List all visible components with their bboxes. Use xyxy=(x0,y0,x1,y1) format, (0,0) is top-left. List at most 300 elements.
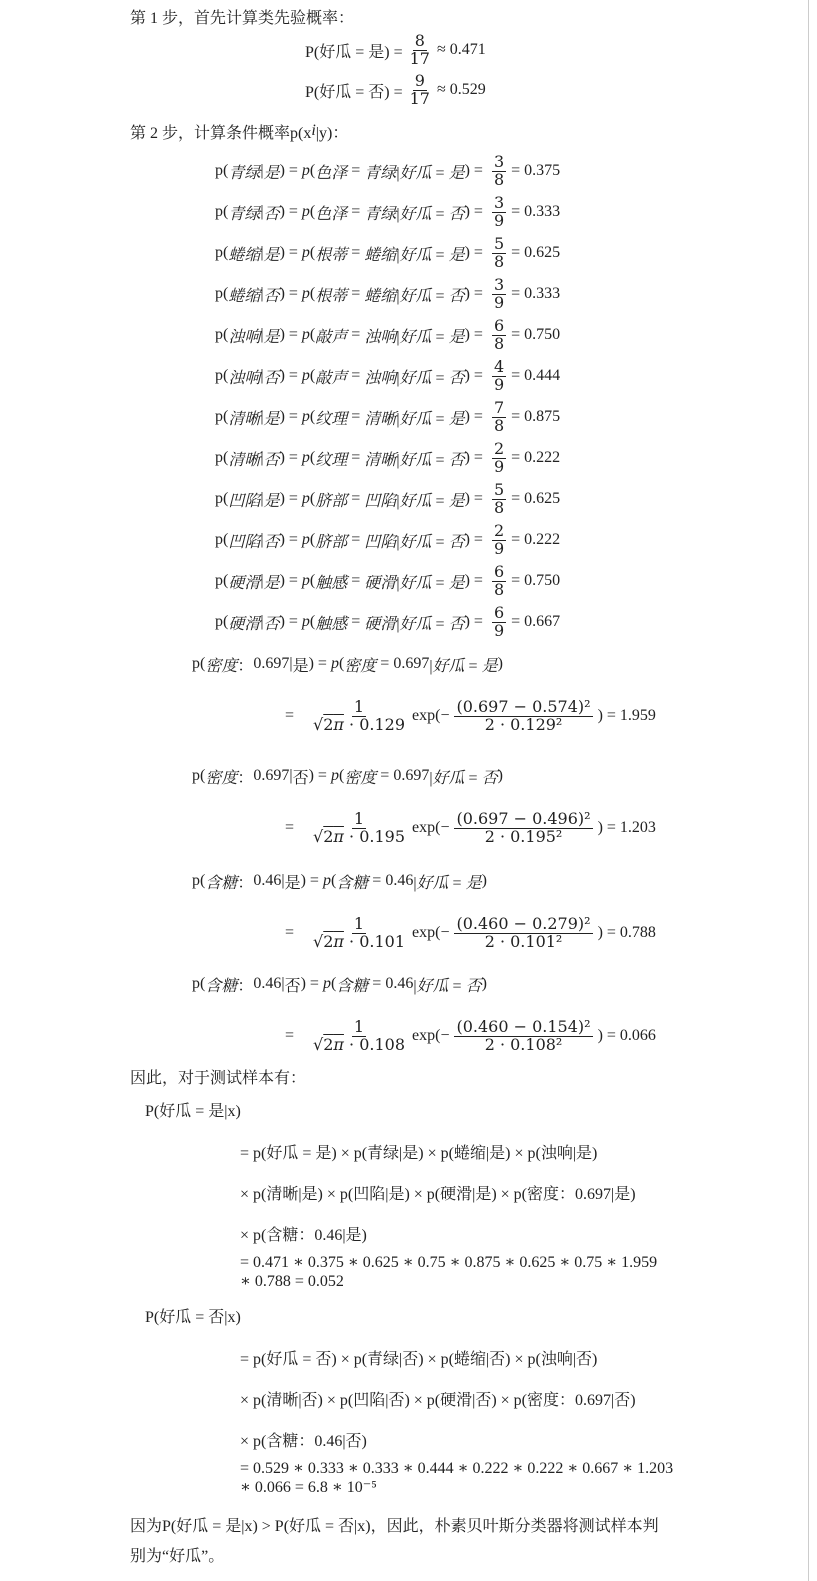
math-symbol: = xyxy=(347,285,365,302)
text: 凹陷 xyxy=(228,492,261,510)
math-symbol: ) = p( xyxy=(279,326,316,343)
conditional-probability-row xyxy=(215,315,560,355)
text: 0.46 xyxy=(253,975,282,992)
conditional-probability-row xyxy=(215,192,560,232)
text: × p(含糖：0.46|是) xyxy=(240,1226,367,1244)
gaussian-definition xyxy=(192,756,503,796)
gaussian-computation xyxy=(285,913,656,953)
text: 否 xyxy=(448,615,465,633)
text: 蜷缩 xyxy=(228,246,261,264)
conditional-probability-row xyxy=(215,520,560,560)
text: 浊响 xyxy=(228,369,261,387)
text: P(好瓜 = 是) = xyxy=(305,43,403,61)
text: 是 xyxy=(448,574,465,592)
math-symbol: |好瓜 = xyxy=(413,874,466,892)
math-symbol: ) = xyxy=(597,819,620,836)
math-symbol: ) xyxy=(481,975,487,992)
math-symbol: = xyxy=(347,244,365,261)
text: 是 xyxy=(263,574,280,592)
numerator: 5 xyxy=(493,233,505,253)
text: 0.625 xyxy=(524,490,561,507)
std-dev: 0.108 xyxy=(359,1034,406,1054)
text: 0.066 xyxy=(619,1027,656,1044)
denominator: 2 · 0.108² xyxy=(484,1034,563,1054)
prior-equation xyxy=(305,30,486,70)
text: 青绿 xyxy=(364,164,397,182)
std-dev: 0.129 xyxy=(359,714,406,734)
math-symbol: ) = p( xyxy=(279,367,316,384)
math-symbol: | xyxy=(260,408,264,425)
math-symbol: = xyxy=(347,408,365,425)
fraction xyxy=(492,438,506,476)
math-symbol: |好瓜 = xyxy=(396,533,449,551)
final-statement xyxy=(130,1534,224,1574)
text: 是 xyxy=(263,328,280,346)
math-symbol: = xyxy=(285,924,307,941)
math-symbol: = xyxy=(347,531,365,548)
text: 硬滑 xyxy=(228,574,261,592)
math-symbol: | xyxy=(260,203,264,220)
gaussian-definition xyxy=(192,644,503,684)
text: 凹陷 xyxy=(228,533,261,551)
math-symbol: p( xyxy=(215,490,229,507)
text: = 0.471 ∗ 0.375 ∗ 0.625 ∗ 0.75 ∗ 0.875 ∗ 0.625 ∗ 0.75 ∗ 1.959 xyxy=(240,1254,658,1271)
text: 根蒂 xyxy=(315,246,348,264)
math-symbol: ： xyxy=(237,657,254,675)
text: 敲声 xyxy=(315,328,348,346)
text: 0.697 xyxy=(393,655,430,672)
math-symbol: ) = xyxy=(464,244,487,261)
text: 密度 xyxy=(344,657,377,675)
text: 0.375 xyxy=(524,162,561,179)
text: P(好瓜 = 是|x) xyxy=(145,1102,241,1120)
math-symbol: |好瓜 = xyxy=(429,769,482,787)
math-symbol: p( xyxy=(215,613,229,630)
text: 是 xyxy=(263,164,280,182)
math-symbol: | xyxy=(260,613,264,630)
text: 触感 xyxy=(315,574,348,592)
text: 蜷缩 xyxy=(364,287,397,305)
math-symbol: | xyxy=(260,326,264,343)
numerator: (0.697 − 0.574)² xyxy=(456,696,591,716)
fraction xyxy=(311,1016,407,1054)
conditional-probability-row xyxy=(215,438,560,478)
text: 含糖 xyxy=(205,977,238,995)
math-symbol: ) xyxy=(497,655,503,672)
denominator: 9 xyxy=(493,292,505,312)
numerator: 6 xyxy=(493,561,505,581)
text: 凹陷 xyxy=(364,533,397,551)
text: 否 xyxy=(263,205,280,223)
fraction xyxy=(492,356,506,394)
math-symbol: ) xyxy=(481,872,487,889)
denominator: 8 xyxy=(493,579,505,599)
math-symbol: p( xyxy=(192,655,206,672)
text: 0.222 xyxy=(524,531,561,548)
math-symbol: | xyxy=(281,872,285,889)
fraction xyxy=(311,913,407,951)
text: 浊响 xyxy=(364,328,397,346)
math-symbol: ) = p( xyxy=(279,449,316,466)
math-symbol: p( xyxy=(215,367,229,384)
posterior-line xyxy=(240,1131,597,1171)
math-symbol: ) = p( xyxy=(279,490,316,507)
conditional-probability-row xyxy=(215,233,560,273)
denominator: √2π · 0.195 xyxy=(313,826,406,846)
text: 浊响 xyxy=(228,328,261,346)
math-symbol: | xyxy=(260,285,264,302)
gaussian-computation xyxy=(285,1016,656,1056)
math-symbol: | xyxy=(260,244,264,261)
denominator: 9 xyxy=(493,210,505,230)
math-symbol: = xyxy=(511,490,525,507)
math-symbol: ) = xyxy=(464,162,487,179)
math-symbol: p( xyxy=(215,285,229,302)
text: 蜷缩 xyxy=(364,246,397,264)
math-symbol: ) = xyxy=(597,707,620,724)
math-symbol: |好瓜 = xyxy=(396,492,449,510)
math-symbol: = xyxy=(511,203,525,220)
gaussian-definition xyxy=(192,964,487,1004)
text: 纹理 xyxy=(315,410,348,428)
conditional-probability-row xyxy=(215,561,560,601)
text: 否 xyxy=(448,287,465,305)
text: 否 xyxy=(263,287,280,305)
math-symbol: = xyxy=(511,531,525,548)
text: 清晰 xyxy=(228,410,261,428)
math-symbol: |好瓜 = xyxy=(396,205,449,223)
text: 1.959 xyxy=(619,707,656,724)
denominator: √2π · 0.129 xyxy=(313,714,406,734)
numerator: 5 xyxy=(493,479,505,499)
subscript: i xyxy=(311,122,316,139)
math-symbol: p( xyxy=(215,408,229,425)
text: 密度 xyxy=(205,769,238,787)
math-symbol: |好瓜 = xyxy=(413,977,466,995)
text: 是 xyxy=(263,410,280,428)
fraction xyxy=(311,696,407,734)
math-symbol: = xyxy=(285,707,307,724)
math-symbol: | xyxy=(260,572,264,589)
math-symbol: exp(− xyxy=(412,1027,450,1044)
conditional-probability-row xyxy=(215,151,560,191)
text: 青绿 xyxy=(228,164,261,182)
math-symbol: | xyxy=(260,531,264,548)
text: 0.750 xyxy=(524,572,561,589)
fraction xyxy=(492,561,506,599)
numerator: 2 xyxy=(493,520,505,540)
text: 脐部 xyxy=(315,533,348,551)
text: 纹理 xyxy=(315,451,348,469)
text: 0.222 xyxy=(524,449,561,466)
text: 蜷缩 xyxy=(228,287,261,305)
math-symbol: = xyxy=(347,203,365,220)
math-symbol: p( xyxy=(192,872,206,889)
fraction xyxy=(311,808,407,846)
math-symbol: = xyxy=(347,449,365,466)
math-symbol: ) = p( xyxy=(279,285,316,302)
math-symbol: p( xyxy=(215,449,229,466)
math-symbol: p( xyxy=(215,203,229,220)
math-symbol: = xyxy=(347,326,365,343)
text: 因此，对于测试样本有： xyxy=(130,1069,307,1087)
text: 密度 xyxy=(344,769,377,787)
math-symbol: exp(− xyxy=(412,924,450,941)
math-symbol: |好瓜 = xyxy=(396,574,449,592)
text: ∗ 0.788 = 0.052 xyxy=(240,1273,344,1290)
math-symbol: p( xyxy=(192,975,206,992)
math-symbol: = xyxy=(347,572,365,589)
math-symbol: ) = xyxy=(597,924,620,941)
text: P(好瓜 = 否|x) xyxy=(145,1308,241,1326)
text: ≈ 0.471 xyxy=(436,41,486,58)
math-symbol: ) = xyxy=(464,531,487,548)
text: 清晰 xyxy=(364,410,397,428)
math-symbol: = xyxy=(511,326,525,343)
text: 是 xyxy=(284,874,301,892)
fraction xyxy=(492,192,506,230)
denominator: 2 · 0.101² xyxy=(484,931,563,951)
prior-equation xyxy=(305,70,486,110)
math-symbol: ) = xyxy=(464,203,487,220)
text: 含糖 xyxy=(336,874,369,892)
text: 否 xyxy=(465,977,482,995)
fraction xyxy=(492,479,506,517)
text: 是 xyxy=(448,246,465,264)
text: 触感 xyxy=(315,615,348,633)
math-symbol: ) = p( xyxy=(279,572,316,589)
denominator: 8 xyxy=(493,251,505,271)
math-symbol: | xyxy=(281,975,285,992)
numerator: 1 xyxy=(353,696,365,716)
text: 0.750 xyxy=(524,326,561,343)
math-symbol: | xyxy=(260,490,264,507)
text: 否 xyxy=(448,369,465,387)
posterior-line xyxy=(240,1467,377,1507)
math-symbol: p( xyxy=(192,767,206,784)
math-symbol: p( xyxy=(215,244,229,261)
gaussian-computation xyxy=(285,696,656,736)
math-symbol: | xyxy=(260,449,264,466)
numerator: 6 xyxy=(493,315,505,335)
math-symbol: ) = xyxy=(464,408,487,425)
math-symbol: = xyxy=(285,1027,307,1044)
denominator: 8 xyxy=(493,497,505,517)
numerator: 2 xyxy=(493,438,505,458)
fraction xyxy=(492,520,506,558)
text: = 0.529 ∗ 0.333 ∗ 0.333 ∗ 0.444 ∗ 0.222 ∗ 0.222 ∗ 0.667 ∗ 1.203 xyxy=(240,1460,674,1477)
text: 0.625 xyxy=(524,244,561,261)
text: 0.333 xyxy=(524,203,561,220)
math-symbol: p( xyxy=(215,531,229,548)
text: |y)： xyxy=(315,124,349,142)
math-symbol: = xyxy=(511,449,525,466)
math-symbol: |好瓜 = xyxy=(396,246,449,264)
text: 0.444 xyxy=(524,367,561,384)
fraction xyxy=(454,1016,592,1054)
fraction xyxy=(492,274,506,312)
text: 否 xyxy=(292,769,309,787)
numerator: 1 xyxy=(353,1016,365,1036)
text: 否 xyxy=(481,769,498,787)
text: 0.697 xyxy=(393,767,430,784)
math-symbol: ) = p( xyxy=(279,408,316,425)
math-symbol: ： xyxy=(237,977,254,995)
math-symbol: |好瓜 = xyxy=(396,328,449,346)
text: 第 1 步，首先计算类先验概率： xyxy=(130,9,355,27)
math-symbol: ) = xyxy=(464,285,487,302)
text: 否 xyxy=(448,533,465,551)
math-symbol: ) = p( xyxy=(300,872,337,889)
text: ≈ 0.529 xyxy=(436,81,486,98)
math-symbol: ) = xyxy=(597,1027,620,1044)
math-symbol: = xyxy=(511,162,525,179)
text: 0.875 xyxy=(524,408,561,425)
std-dev: 0.101 xyxy=(359,931,406,951)
denominator: √2π · 0.108 xyxy=(313,1034,406,1054)
math-symbol: = xyxy=(511,613,525,630)
math-symbol: ) = p( xyxy=(308,655,345,672)
denominator: 9 xyxy=(493,374,505,394)
math-symbol: ) = xyxy=(464,572,487,589)
denominator: 17 xyxy=(409,48,430,68)
numerator: 3 xyxy=(493,151,505,171)
numerator: 3 xyxy=(493,192,505,212)
math-symbol: ) = xyxy=(464,613,487,630)
numerator: 3 xyxy=(493,274,505,294)
text: 别为“好瓜”。 xyxy=(130,1547,225,1565)
text: = p(好瓜 = 否) × p(青绿|否) × p(蜷缩|否) × p(浊响|否) xyxy=(240,1350,598,1368)
denominator: 9 xyxy=(493,620,505,640)
denominator: 17 xyxy=(409,88,430,108)
math-symbol: |好瓜 = xyxy=(396,410,449,428)
gaussian-computation xyxy=(285,808,656,848)
text: 否 xyxy=(263,615,280,633)
text: 是 xyxy=(263,492,280,510)
text: 0.697 xyxy=(253,767,290,784)
text: 清晰 xyxy=(228,451,261,469)
text: 是 xyxy=(448,410,465,428)
math-symbol: |好瓜 = xyxy=(396,369,449,387)
text: 0.333 xyxy=(524,285,561,302)
text: 0.46 xyxy=(253,872,282,889)
denominator: 2 · 0.195² xyxy=(484,826,563,846)
math-symbol: | xyxy=(289,655,293,672)
math-symbol: = xyxy=(368,872,386,889)
numerator: (0.460 − 0.279)² xyxy=(456,913,591,933)
math-symbol: = xyxy=(376,655,394,672)
math-symbol: ) = p( xyxy=(279,203,316,220)
math-symbol: = xyxy=(511,285,525,302)
math-symbol: = xyxy=(347,162,365,179)
text: 脐部 xyxy=(315,492,348,510)
text: 否 xyxy=(448,451,465,469)
math-symbol: = xyxy=(511,367,525,384)
text: 是 xyxy=(448,164,465,182)
math-symbol: |好瓜 = xyxy=(396,287,449,305)
step2-heading xyxy=(130,111,348,151)
math-symbol: |好瓜 = xyxy=(396,615,449,633)
text: 否 xyxy=(263,533,280,551)
text: 0.46 xyxy=(385,872,414,889)
text: 根蒂 xyxy=(315,287,348,305)
math-symbol: ： xyxy=(237,769,254,787)
text: 第 2 步，计算条件概率p(x xyxy=(130,124,312,142)
denominator: 2 · 0.129² xyxy=(484,714,563,734)
posterior-heading xyxy=(145,1089,241,1129)
text: 密度 xyxy=(205,657,238,675)
math-symbol: ) = xyxy=(464,449,487,466)
math-symbol: ) = xyxy=(464,326,487,343)
fraction xyxy=(454,913,592,951)
math-symbol: = xyxy=(285,819,307,836)
math-symbol: p( xyxy=(215,162,229,179)
text: 是 xyxy=(263,246,280,264)
math-symbol: |好瓜 = xyxy=(429,657,482,675)
text: 敲声 xyxy=(315,369,348,387)
math-symbol: |好瓜 = xyxy=(396,164,449,182)
conditional-probability-row xyxy=(215,356,560,396)
text: 浊响 xyxy=(364,369,397,387)
text: 色泽 xyxy=(315,164,348,182)
math-symbol: ) = p( xyxy=(279,613,316,630)
gaussian-definition xyxy=(192,861,487,901)
text: × p(清晰|否) × p(凹陷|否) × p(硬滑|否) × p(密度：0.697|否) xyxy=(240,1391,636,1409)
fraction xyxy=(492,397,506,435)
text: 0.788 xyxy=(619,924,656,941)
posterior-heading xyxy=(145,1295,241,1335)
math-symbol: ) = xyxy=(464,367,487,384)
conditional-probability-row xyxy=(215,397,560,437)
text: ∗ 0.066 = 6.8 ∗ 10⁻⁵ xyxy=(240,1479,377,1496)
numerator: 9 xyxy=(414,70,425,90)
text: 0.697 xyxy=(253,655,290,672)
math-symbol: = xyxy=(347,613,365,630)
fraction xyxy=(454,808,592,846)
text: × p(清晰|是) × p(凹陷|是) × p(硬滑|是) × p(密度：0.697|是) xyxy=(240,1185,636,1203)
denominator: 8 xyxy=(493,169,505,189)
denominator: 9 xyxy=(493,456,505,476)
math-symbol: = xyxy=(511,408,525,425)
fraction xyxy=(408,70,432,108)
text: 硬滑 xyxy=(364,615,397,633)
fraction xyxy=(492,602,506,640)
numerator: 1 xyxy=(353,808,365,828)
text: 含糖 xyxy=(336,977,369,995)
math-symbol: ) = p( xyxy=(279,244,316,261)
math-symbol: p( xyxy=(215,572,229,589)
text: 否 xyxy=(284,977,301,995)
text: 0.46 xyxy=(385,975,414,992)
math-symbol: ) = p( xyxy=(279,162,316,179)
conditional-probability-row xyxy=(215,479,560,519)
math-symbol: ) = p( xyxy=(308,767,345,784)
text: 色泽 xyxy=(315,205,348,223)
text: 是 xyxy=(465,874,482,892)
text: P(好瓜 = 否) = xyxy=(305,83,403,101)
text: 否 xyxy=(263,369,280,387)
math-symbol: | xyxy=(260,162,264,179)
text: 是 xyxy=(448,492,465,510)
text: 是 xyxy=(292,657,309,675)
fraction xyxy=(492,315,506,353)
math-symbol: ) = p( xyxy=(279,531,316,548)
conditional-probability-row xyxy=(215,274,560,314)
denominator: 8 xyxy=(493,415,505,435)
posterior-line xyxy=(240,1261,344,1301)
numerator: 7 xyxy=(493,397,505,417)
numerator: 1 xyxy=(353,913,365,933)
